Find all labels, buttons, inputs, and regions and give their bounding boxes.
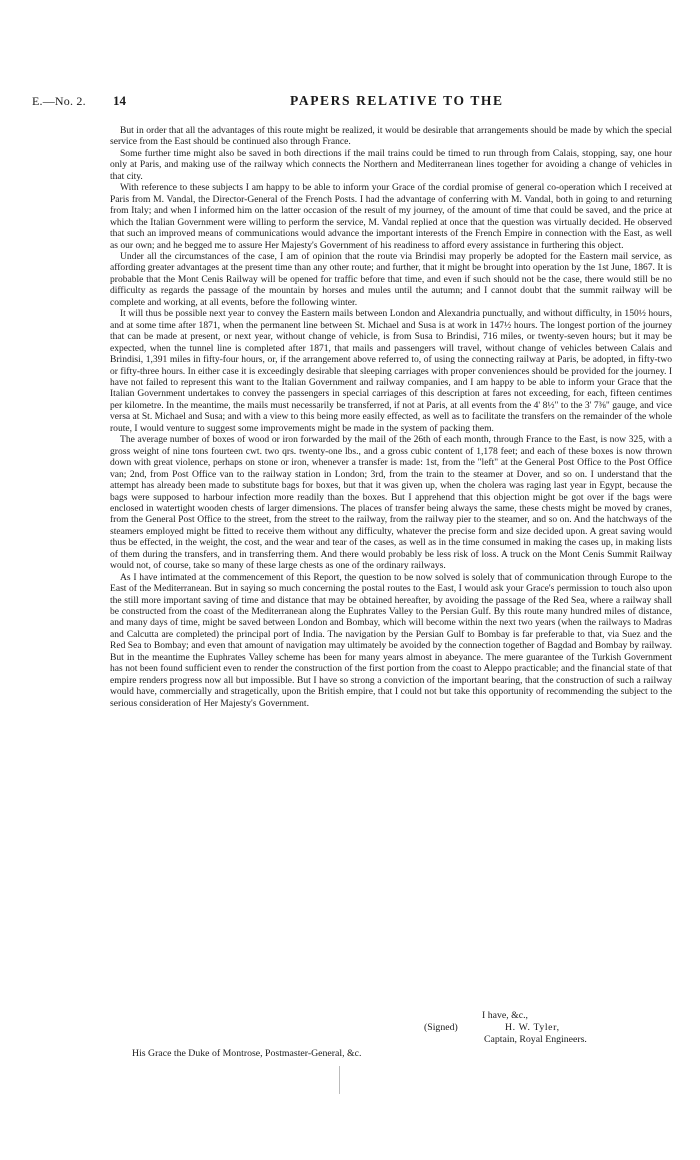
paragraph: It will thus be possible next year to convey the Eastern mails between London and Alexandria punctually, and without difficulty, in 150½ hours, and at some time after 1871, when the permanent line between St. Michael and Susa is at work in 147½ hours. The longest portion of the journey that can be made at present, or next year, without change of vehicle, is from Susa to Brindisi, 716 miles, or twenty-seven hours; but it may be expected, when the tunnel line is completed after 1871, that mails and passengers will travel, without change of vehicles between Calais and Brindisi, 1,391 miles in fifty-four hours, or, if the arrangement above referred to, of using the connecting railway at Paris, be adopted, in fifty-two or fifty-three hours. In either case it is exceedingly desirable that sleeping carriages with proper conveniences should be provided for the journey. I have not failed to represent this want to the Italian Government and railway companies, and I am happy to be able to inform your Grace that the Italian Government undertakes to convey the passengers in special carriages of this description at fares not exceeding, for each, fifteen centimes per kilometre. In the meantime, the mails must necessarily be transferred, if not at Paris, at all events from the 4' 8½" to the 3' 7⅜" gauge, and vice versa at St. Michael and Susa; and with a view to this being more easily effected, as well as to facilitate the transfers on the remainder of the whole route, I would venture to suggest some improvements might be made in the system of packing them. bbox=[110, 308, 672, 434]
footer-rule bbox=[339, 1066, 340, 1094]
paragraph: Under all the circumstances of the case, I am of opinion that the route via Brindisi may properly be adopted for the Eastern mail service, as affording greater advantages at the present time than any other route; and further, that it might be brought into operation by the 1st June, 1867. It is probable that the Mont Cenis Railway will be opened for traffic before that time, and even if such should not be the case, there would still be no difficulty as regards the passage of the mountain by horses and mules until the autumn; and I cannot doubt that the summit railway will be complete and working, at all events, before the following winter. bbox=[110, 250, 672, 308]
paragraph: But in order that all the advantages of this route might be realized, it would be desirable that arrangements should be made by which the special service from the East should be continued also through France. bbox=[110, 125, 672, 148]
page-number: 14 bbox=[113, 93, 126, 108]
report-body bbox=[110, 125, 672, 709]
addressee: His Grace the Duke of Montrose, Postmaster-General, &c. bbox=[132, 1048, 362, 1059]
signatory-name: H. W. Tyler, bbox=[505, 1022, 560, 1033]
paragraph: Some further time might also be saved in both directions if the mail trains could be timed to run through from Calais, stopping, say, one hour only at Paris, and making use of the railway which connects the Northern and Mediterranean lines together for avoiding a change of vehicles in that city. bbox=[110, 147, 672, 182]
page-header bbox=[32, 94, 672, 114]
paragraph: As I have intimated at the commencement of this Report, the question to be now solved is solely that of communication through Europe to the East of the Mediterranean. But in saying so much concerning the postal routes to the East, I would ask your Grace's permission to touch also upon the still more important saving of time and distance that may be obtained hereafter, by avoiding the passage of the Red Sea, where a railway shall be constructed from the coast of the Mediterranean along the Euphrates Valley to the Persian Gulf. By this route many hundred miles of distance, and many days of time, might be saved between London and Bombay, which will become within the next two years (when the railways to Madras and Calcutta are completed) the principal port of India. The navigation by the Persian Gulf to Bombay is far preferable to that, via Suez and the Red Sea to Bombay; and even that amount of navigation may ultimately be avoided by the connection together of Bagdad and Bombay by railway. But in the meantime the Euphrates Valley scheme has been for many years almost in abeyance. The mere guarantee of the Turkish Government has not been found sufficient even to render the construction of the first portion from the coast to Aleppo practicable; and the financial state of that empire renders progress now all but impossible. But I have so strong a conviction of the important bearing, that the construction of such a railway would have, commercially and stragetically, upon the British empire, that I could not but take this opportunity of recommending the subject to the serious consideration of Her Majesty's Government. bbox=[110, 571, 672, 709]
signatory-rank: Captain, Royal Engineers. bbox=[484, 1034, 587, 1045]
letter-closing bbox=[110, 1010, 672, 1072]
paragraph: The average number of boxes of wood or iron forwarded by the mail of the 26th of each month, through France to the East, is now 325, with a gross weight of nine tons fourteen cwt. two qrs. twenty-one lbs., and a gross cubic content of 1,178 feet; and each of these boxes is now thrown down with great violence, perhaps on stone or iron, whenever a transfer is made: 1st, from the "left" at the General Post Office to the Post Office van; 2nd, from Post Office van to the railway station in London; 3rd, from the train to the steamer at Dover, and so on. I understand that the attempt has already been made to substitute bags for boxes, but that it was given up, when the cholera was raging last year in Egypt, because the bags were supposed to harbour infection more readily than the boxes. But I apprehend that this objection might be got over if the bags were enclosed in watertight wooden chests of larger dimensions. The places of transfer being always the same, these chests might be moved by cranes, from the General Post Office to the street, from the street to the railway, from the railway pier to the steamer, and so on. And the hatchways of the steamers employed might be fitted to receive them without any difficulty, whatever the precise form and size decided upon. A great saving would thus be effected, in the weight, the cost, and the wear and tear of the cases, as well as in the time consumed in making the cases up, in making lists of them during the transfers, and in transferring them. And there would probably be less risk of loss. A truck on the Mont Cenis Summit Railway would not, of course, take so many of these large chests as one of the ordinary railways. bbox=[110, 434, 672, 572]
document-reference: E.—No. 2. bbox=[32, 94, 86, 108]
paragraph: With reference to these subjects I am happy to be able to inform your Grace of the cordial promise of general co-operation which I received at Paris from M. Vandal, the Director-General of the French Posts. I had the advantage of conferring with M. Vandal, both in going to and returning from Italy; and when I informed him on the latter occasion of the result of my journey, of the amount of time that could be saved, and the price at which the Italian Government were willing to perform the service, M. Vandal replied at once that the question was virtually decided. He observed that such an improved means of communications would advance the important interests of the French Empire in connection with the East, as well as our own; and he begged me to assure Her Majesty's Government of his readiness to afford every assistance in furthering this object. bbox=[110, 182, 672, 251]
signed-label: (Signed) bbox=[424, 1022, 458, 1033]
salutation: I have, &c., bbox=[482, 1010, 528, 1021]
running-title: PAPERS RELATIVE TO THE bbox=[290, 93, 504, 108]
